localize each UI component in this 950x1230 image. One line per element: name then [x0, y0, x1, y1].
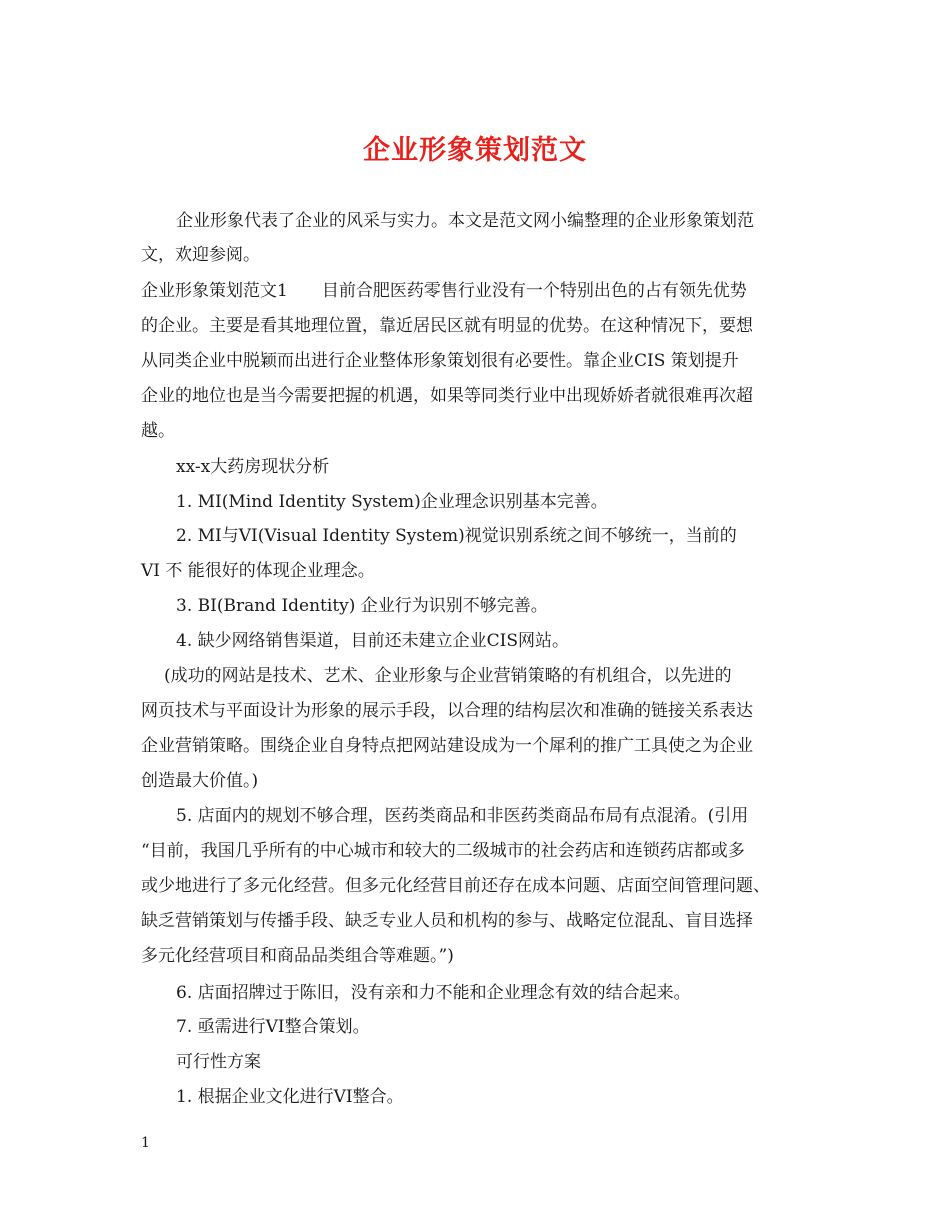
text-line: 企业营销策略。围绕企业自身特点把网站建设成为一个犀利的推广工具使之为企业: [141, 736, 753, 756]
text-line: 网页技术与平面设计为形象的展示手段，以合理的结构层次和准确的链接关系表达: [141, 701, 753, 721]
text-line: 企业形象策划范文1 目前合肥医药零售行业没有一个特别出色的占有领先优势: [141, 281, 747, 301]
text-line: 的企业。主要是看其地理位置，靠近居民区就有明显的优势。在这种情况下，要想: [141, 316, 753, 336]
section-heading: 可行性方案: [176, 1052, 261, 1072]
section-heading: xx-x大药房现状分析: [176, 457, 330, 477]
text-line: 越。: [141, 421, 175, 441]
document-title: 企业形象策划范文: [363, 135, 587, 166]
text-line: (成功的网站是技术、艺术、企业形象与企业营销策略的有机组合，以先进的: [164, 666, 732, 686]
text-line: 从同类企业中脱颖而出进行企业整体形象策划很有必要性。靠企业CIS 策划提升: [141, 351, 739, 371]
list-item: 4. 缺少网络销售渠道，目前还未建立企业CIS网站。: [176, 631, 569, 651]
list-item: 1. 根据企业文化进行VI整合。: [176, 1087, 404, 1107]
text-line: 缺乏营销策划与传播手段、缺乏专业人员和机构的参与、战略定位混乱、盲目选择: [141, 911, 753, 931]
text-line: 企业形象代表了企业的风采与实力。本文是范文网小编整理的企业形象策划范: [176, 211, 754, 231]
text-line: 或少地进行了多元化经营。但多元化经营目前还存在成本问题、店面空间管理问题、: [141, 876, 770, 896]
list-item: 5. 店面内的规划不够合理，医药类商品和非医药类商品布局有点混淆。(引用: [176, 806, 749, 826]
text-line: 多元化经营项目和商品品类组合等难题。”): [141, 946, 454, 966]
text-line: VI 不 能很好的体现企业理念。: [141, 561, 375, 581]
list-item: 6. 店面招牌过于陈旧，没有亲和力不能和企业理念有效的结合起来。: [176, 983, 691, 1003]
page-number: 1: [141, 1135, 150, 1151]
text-line: 文，欢迎参阅。: [141, 245, 260, 265]
list-item: 7. 亟需进行VI整合策划。: [176, 1017, 370, 1037]
text-line: 创造最大价值。): [141, 771, 259, 791]
list-item: 2. MI与VI(Visual Identity System)视觉识别系统之间不够统一，当前的: [176, 526, 737, 546]
list-item: 1. MI(Mind Identity System)企业理念识别基本完善。: [176, 492, 608, 512]
list-item: 3. BI(Brand Identity) 企业行为识别不够完善。: [176, 596, 548, 616]
text-line: “目前，我国几乎所有的中心城市和较大的二级城市的社会药店和连锁药店都或多: [141, 841, 745, 861]
text-line: 企业的地位也是当今需要把握的机遇，如果等同类行业中出现娇娇者就很难再次超: [141, 386, 753, 406]
